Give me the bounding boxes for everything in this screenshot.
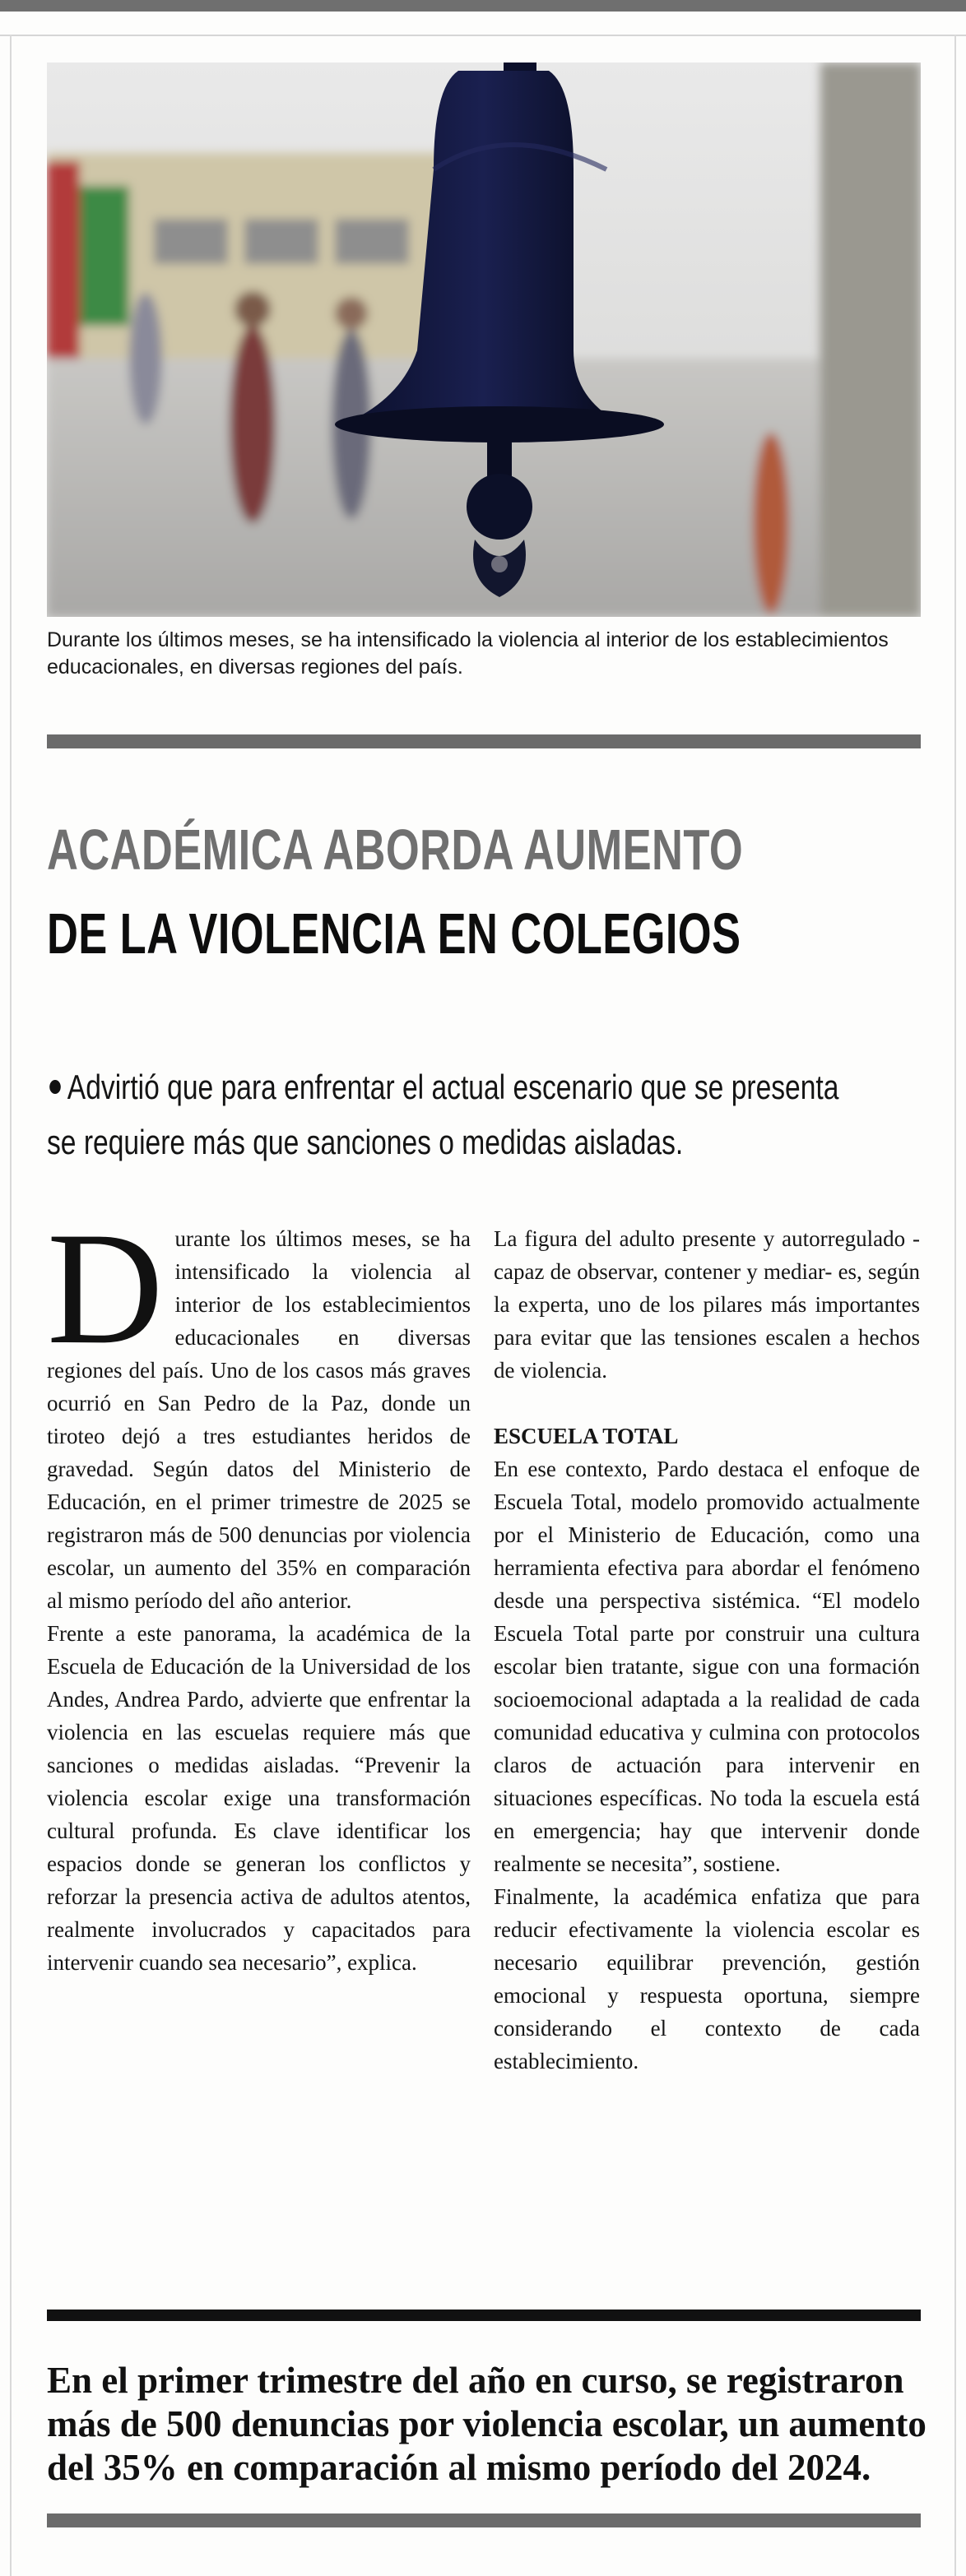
- article-column-left: [47, 1199, 471, 1979]
- dropcap: D: [47, 1199, 164, 1378]
- lead-summary: [47, 1059, 903, 1170]
- lead-line-2: se requiere más que sanciones o medidas aisladas.: [47, 1123, 684, 1161]
- pullquote-line-2: más de 500 denuncias por violencia escolar, un aumento: [47, 2403, 927, 2444]
- photo-illustration: [47, 63, 921, 617]
- pullquote-line-1: En el primer trimestre del año en curso, se registraron: [47, 2360, 904, 2401]
- section-subhead: ESCUELA TOTAL: [494, 1424, 679, 1448]
- page-top-bar: [0, 0, 966, 12]
- article-paragraph-1: [47, 1199, 471, 1617]
- school-bell-photo: [47, 63, 921, 617]
- pullquote-bottom-rule: [47, 2513, 921, 2527]
- headline-line-2: DE LA VIOLENCIA EN COLEGIOS: [47, 901, 741, 966]
- headline-line-1: ACADÉMICA ABORDA AUMENTO: [47, 818, 744, 882]
- paragraph-1-text: urante los últimos meses, se ha intensificado la violencia al interior de los establecimientos educacionales en diversas regiones del país. Uno de los casos más graves ocurrió en San Pedro de la Paz, donde un tiroteo dejó a tres estudiantes heridos de gravedad. Según datos del Ministerio de Educación, en el primer trimestre de 2025 se registraron más de 500 denuncias por violencia escolar, un aumento del 35% en comparación al mismo período del año anterior.: [47, 1226, 471, 1613]
- article-paragraph-3: La figura del adulto presente y autorregulado -capaz de observar, contener y mediar- es, según la experta, uno de los pilares más importantes para evitar que las tensiones escalen a hechos de violencia.: [494, 1226, 920, 1383]
- article-paragraph-4: En ese contexto, Pardo destaca el enfoque de Escuela Total, modelo promovido actualmente por el Ministerio de Educación, como una herramienta efectiva para abordar el fenómeno desde una perspectiva sistémica. “El modelo Escuela Total parte por construir una cultura escolar bien tratante, sigue con una formación socioemocional adaptada a la realidad de cada comunidad educativa y culmina con protocolos claros de actuación para intervenir en situaciones específicas. No toda la escuela está en emergencia; hay que intervenir donde realmente se necesita”, sostiene.: [494, 1457, 920, 1876]
- photo-caption: Durante los últimos meses, se ha intensificado la violencia al interior de los establecimientos educacionales, en diversas regiones del país.: [47, 628, 889, 679]
- pullquote-line-3: del 35% en comparación al mismo período del 2024.: [47, 2447, 871, 2488]
- article-paragraph-5: Finalmente, la académica enfatiza que para reducir efectivamente la violencia escolar es necesario equilibrar prevención, gestión emocional y respuesta oportuna, siempre considerando el contexto de cada establecimiento.: [494, 1884, 920, 2073]
- page-top-line: [0, 35, 966, 36]
- article-paragraph-2: Frente a este panorama, la académica de la Escuela de Educación de la Universidad de los Andes, Andrea Pardo, advierte que enfrentar la violencia en las escuelas requiere más que sanciones o medidas aisladas. “Prevenir la violencia escolar exige una transformación cultural profunda. Es clave identificar los espacios donde se generan los conflictos y reforzar la presencia activa de adultos atentos, realmente involucrados y capacitados para intervenir cuando sea necesario”, explica.: [47, 1621, 471, 1975]
- page-right-border: [954, 35, 956, 2576]
- pull-quote: [47, 2359, 927, 2490]
- lead-line-1: Advirtió que para enfrentar el actual escenario que se presenta: [67, 1068, 839, 1106]
- paragraph-spacer: [494, 1387, 920, 1420]
- caption-divider: [47, 734, 921, 748]
- bullet-icon: [49, 1080, 61, 1094]
- article-column-right: [494, 1222, 920, 2078]
- page-left-border: [10, 35, 12, 2576]
- pullquote-top-rule: [47, 2310, 921, 2321]
